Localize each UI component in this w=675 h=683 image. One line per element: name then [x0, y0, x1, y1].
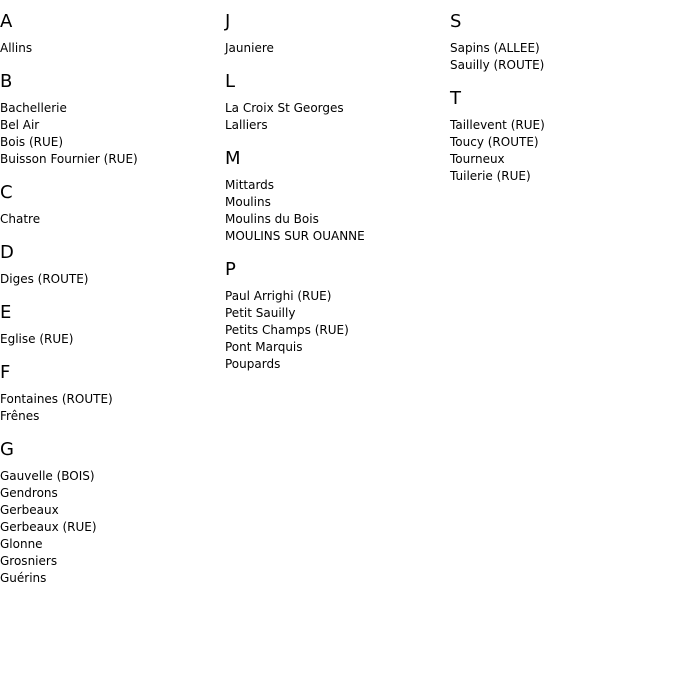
- street-link[interactable]: Petit Sauilly: [225, 306, 296, 320]
- street-list: [0, 271, 220, 288]
- street-link[interactable]: Lalliers: [225, 118, 268, 132]
- street-list: [225, 40, 445, 57]
- street-list: [0, 40, 220, 57]
- street-link[interactable]: Bois (RUE): [0, 135, 64, 149]
- street-link[interactable]: Sapins (ALLEE): [450, 41, 540, 55]
- street-link[interactable]: Buisson Fournier (RUE): [0, 152, 138, 166]
- letter-group: [0, 301, 220, 348]
- street-list: [225, 288, 445, 373]
- index-column-2: [225, 10, 445, 386]
- street-link[interactable]: Petits Champs (RUE): [225, 323, 349, 337]
- street-link[interactable]: Chatre: [0, 212, 41, 226]
- letter-heading: E: [0, 302, 12, 323]
- letter-heading: C: [0, 182, 13, 203]
- street-link[interactable]: Jauniere: [225, 41, 274, 55]
- street-link[interactable]: Toucy (ROUTE): [450, 135, 539, 149]
- street-link[interactable]: La Croix St Georges: [225, 101, 344, 115]
- street-link[interactable]: Gerbeaux (RUE): [0, 520, 97, 534]
- street-link[interactable]: Eglise (RUE): [0, 332, 74, 346]
- letter-group: [0, 70, 220, 168]
- street-link[interactable]: Bel Air: [0, 118, 40, 132]
- letter-group: [0, 438, 220, 587]
- street-link[interactable]: Grosniers: [0, 554, 58, 568]
- letter-heading: A: [0, 11, 13, 32]
- street-link[interactable]: Glonne: [0, 537, 43, 551]
- street-link[interactable]: Tourneux: [450, 152, 505, 166]
- street-list: [0, 100, 220, 168]
- street-link[interactable]: Diges (ROUTE): [0, 272, 89, 286]
- street-link[interactable]: Gauvelle (BOIS): [0, 469, 95, 483]
- letter-group: [225, 10, 445, 57]
- street-link[interactable]: Guérins: [0, 571, 47, 585]
- street-link[interactable]: Gerbeaux: [0, 503, 59, 517]
- street-link[interactable]: Paul Arrighi (RUE): [225, 289, 332, 303]
- letter-group: [450, 10, 670, 74]
- letter-group: [450, 87, 670, 185]
- street-link[interactable]: Gendrons: [0, 486, 58, 500]
- letter-heading: J: [225, 11, 231, 32]
- street-link[interactable]: Moulins du Bois: [225, 212, 319, 226]
- letter-group: [0, 241, 220, 288]
- letter-heading: L: [225, 71, 236, 92]
- street-list: [0, 468, 220, 587]
- street-list: [0, 391, 220, 425]
- street-link[interactable]: Poupards: [225, 357, 281, 371]
- street-link[interactable]: Fontaines (ROUTE): [0, 392, 113, 406]
- street-link[interactable]: Taillevent (RUE): [450, 118, 545, 132]
- letter-heading: S: [450, 11, 462, 32]
- letter-group: [225, 147, 445, 245]
- street-link[interactable]: Sauilly (ROUTE): [450, 58, 545, 72]
- letter-group: [0, 10, 220, 57]
- street-link[interactable]: Moulins: [225, 195, 271, 209]
- street-link[interactable]: Frênes: [0, 409, 40, 423]
- letter-group: [0, 181, 220, 228]
- letter-group: [0, 361, 220, 425]
- letter-group: [225, 258, 445, 373]
- letter-heading: D: [0, 242, 14, 263]
- street-list: [0, 211, 220, 228]
- street-list: [0, 331, 220, 348]
- letter-heading: P: [225, 259, 236, 280]
- letter-heading: F: [0, 362, 11, 383]
- street-list: [450, 40, 670, 74]
- street-list: [225, 177, 445, 245]
- letter-heading: M: [225, 148, 241, 169]
- letter-heading: G: [0, 439, 14, 460]
- street-link[interactable]: MOULINS SUR OUANNE: [225, 229, 365, 243]
- street-list: [225, 100, 445, 134]
- letter-heading: T: [450, 88, 461, 109]
- street-link[interactable]: Tuilerie (RUE): [450, 169, 531, 183]
- street-link[interactable]: Pont Marquis: [225, 340, 303, 354]
- index-column-3: [450, 10, 670, 198]
- street-link[interactable]: Mittards: [225, 178, 275, 192]
- letter-group: [225, 70, 445, 134]
- street-link[interactable]: Bachellerie: [0, 101, 67, 115]
- letter-heading: B: [0, 71, 13, 92]
- street-link[interactable]: Allins: [0, 41, 33, 55]
- street-list: [450, 117, 670, 185]
- index-column-1: [0, 10, 220, 600]
